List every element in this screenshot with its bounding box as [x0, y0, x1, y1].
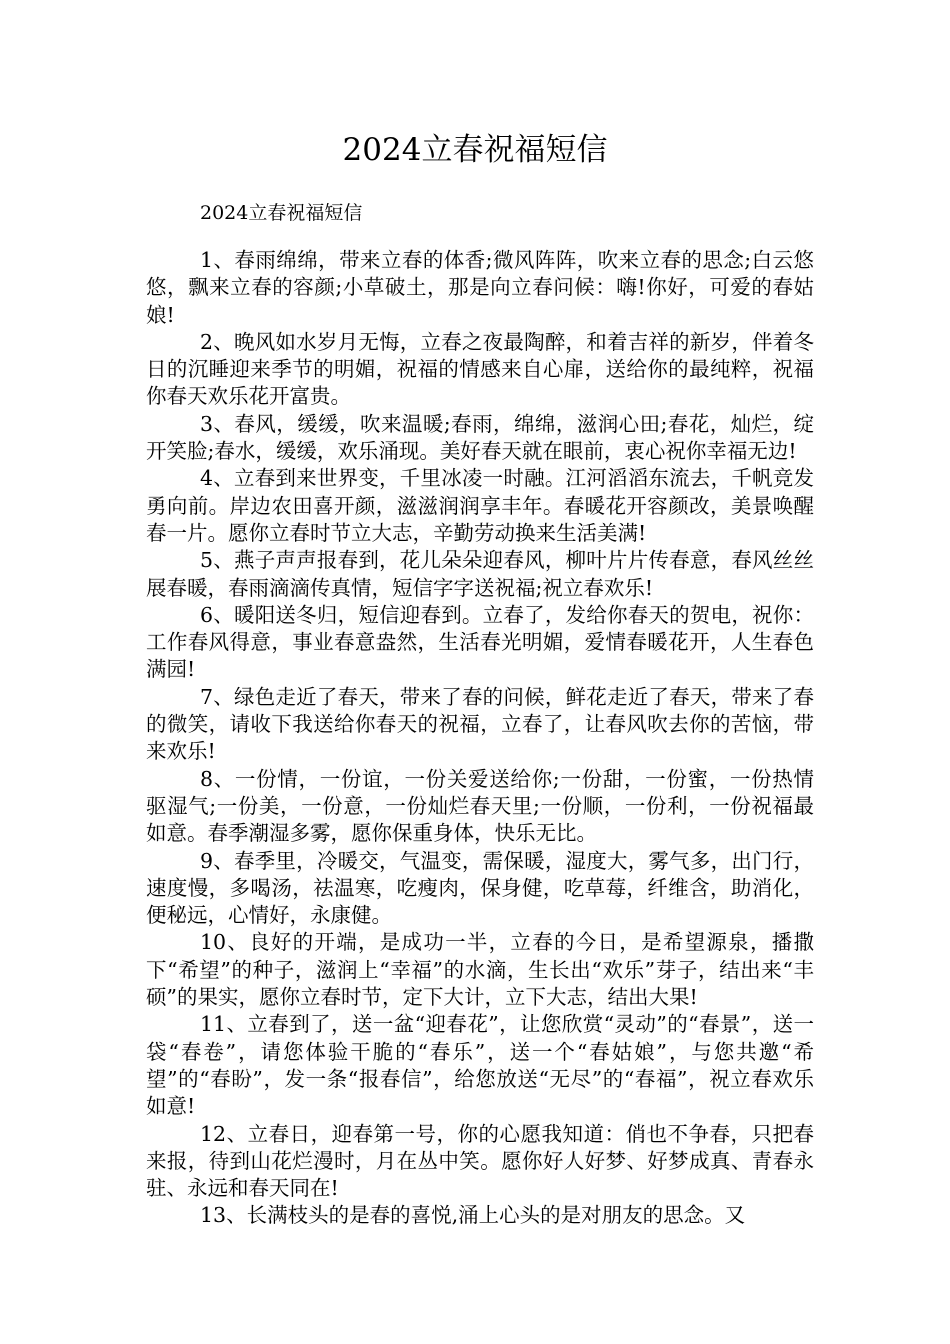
paragraph: 7、绿色走近了春天，带来了春的问候，鲜花走近了春天，带来了春的微笑，请收下我送给你春天的祝福，立春了，让春风吹去你的苦恼，带来欢乐! — [146, 684, 814, 764]
paragraph: 2、晚风如水岁月无悔，立春之夜最陶醉，和着吉祥的新岁，伴着冬日的沉睡迎来季节的明媚，祝福的情感来自心扉，送给你的最纯粹，祝福你春天欢乐花开富贵。 — [146, 329, 814, 409]
paragraph: 6、暖阳送冬归，短信迎春到。立春了，发给你春天的贺电，祝你：工作春风得意，事业春意盎然，生活春光明媚，爱情春暖花开，人生春色满园! — [146, 602, 814, 682]
paragraph: 5、燕子声声报春到，花儿朵朵迎春风，柳叶片片传春意，春风丝丝展春暖，春雨滴滴传真情，短信字字送祝福;祝立春欢乐! — [146, 548, 814, 600]
document-title: 2024立春祝福短信 — [342, 132, 608, 168]
paragraph: 4、立春到来世界变，千里冰凌一时融。江河滔滔东流去，千帆竞发勇向前。岸边农田喜开颜，滋滋润润享丰年。春暖花开容颜改，美景唤醒春一片。愿你立春时节立大志，辛勤劳动换来生活美满! — [146, 466, 814, 545]
paragraph: 10、良好的开端，是成功一半，立春的今日，是希望源泉，播撒下“希望”的种子，滋润上“幸福”的水滴，生长出“欢乐”芽子，结出来“丰硕”的果实，愿你立春时节，定下大计，立下大志，结出大果! — [146, 930, 814, 1010]
paragraph: 13、长满枝头的是春的喜悦,涌上心头的是对朋友的思念。又 — [200, 1203, 746, 1228]
document-subtitle: 2024立春祝福短信 — [200, 202, 363, 224]
document-body — [146, 247, 814, 1230]
paragraph: 3、春风，缓缓，吹来温暖;春雨，绵绵，滋润心田;春花，灿烂，绽开笑脸;春水，缓缓，欢乐涌现。美好春天就在眼前，衷心祝你幸福无边! — [146, 411, 814, 464]
paragraph: 11、立春到了，送一盆“迎春花”，让您欣赏“灵动”的“春景”，送一袋“春卷”，请您体验干脆的“春乐”，送一个“春姑娘”，与您共邀“希望”的“春盼”，发一条“报春信”，给您放送“无尽”的“春福”，祝立春欢乐如意! — [146, 1012, 814, 1119]
paragraph: 8、一份情，一份谊，一份关爱送给你;一份甜，一份蜜，一份热情驱湿气;一份美，一份意，一份灿烂春天里;一份顺，一份利，一份祝福最如意。春季潮湿多雾，愿你保重身体，快乐无比。 — [146, 766, 814, 846]
paragraph: 12、立春日，迎春第一号，你的心愿我知道：俏也不争春，只把春来报，待到山花烂漫时，月在丛中笑。愿你好人好梦、好梦成真、青春永驻、永远和春天同在! — [146, 1121, 814, 1201]
paragraph: 9、春季里，冷暖交，气温变，需保暖，湿度大，雾气多，出门行，速度慢，多喝汤，祛温寒，吃瘦肉，保身健，吃草莓，纤维含，助消化，便秘远，心情好，永康健。 — [146, 848, 814, 928]
paragraph: 1、春雨绵绵，带来立春的体香;微风阵阵，吹来立春的思念;白云悠悠，飘来立春的容颜;小草破土，那是向立春问候：嗨!你好，可爱的春姑娘! — [146, 248, 814, 327]
